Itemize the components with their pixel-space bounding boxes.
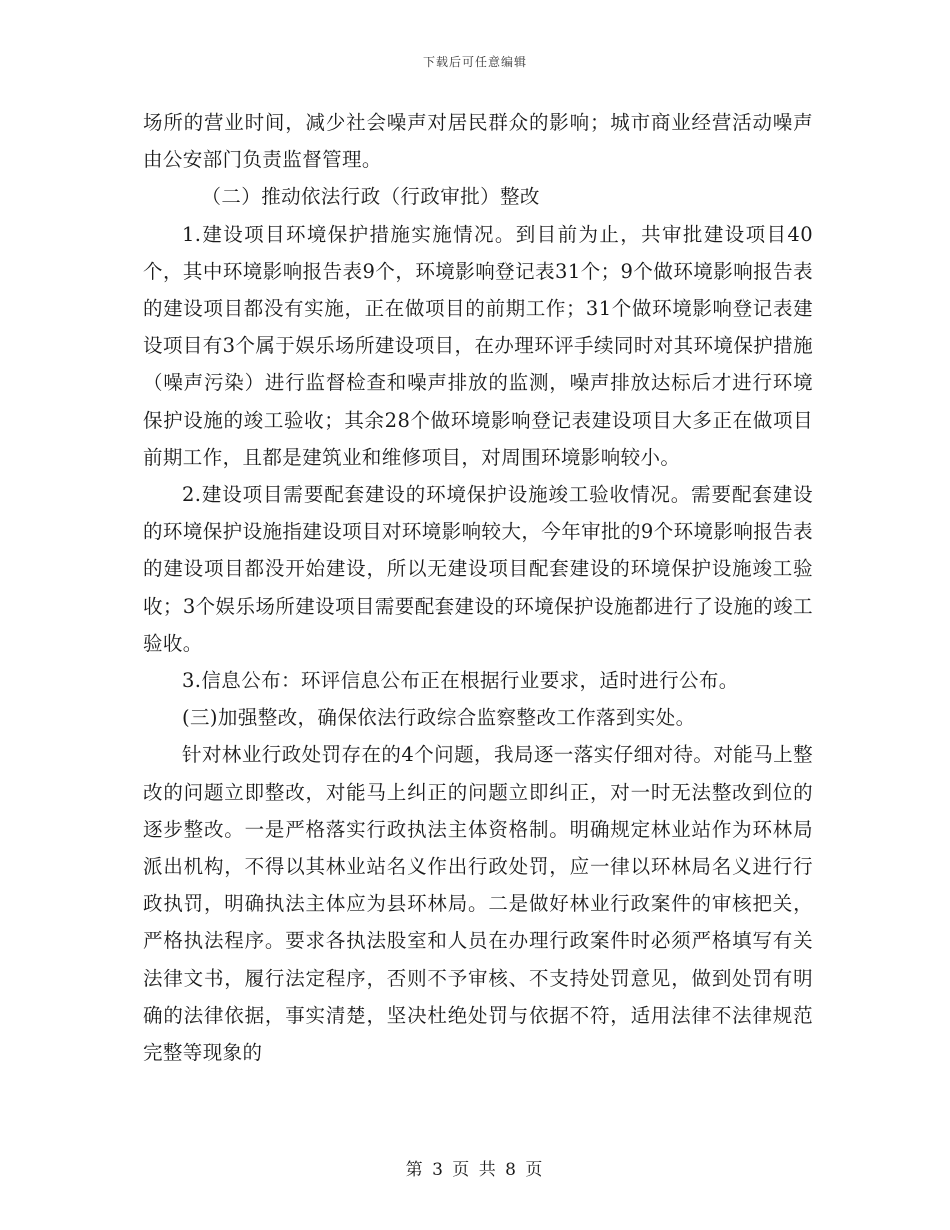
page-number: 第 3 页 共 8 页	[405, 1160, 545, 1180]
document-body	[143, 104, 813, 1071]
paragraph-item-3: 3.信息公布：环评信息公布正在根据行业要求，适时进行公布。	[182, 669, 739, 693]
paragraph-continuation: 场所的营业时间，减少社会噪声对居民群众的影响；城市商业经营活动噪声由公安部门负责监督管理。	[143, 111, 813, 172]
paragraph-item-2: 2.建设项目需要配套建设的环境保护设施竣工验收情况。需要配套建设的环境保护设施指建设项目对环境影响较大，今年审批的9个环境影响报告表的建设项目都没开始建设，所以无建设项目配套建设的环境保护设施竣工验收；3个娱乐场所建设项目需要配套建设的环境保护设施都进行了设施的竣工验收。	[143, 483, 813, 655]
page-header: 下载后可任意编辑	[422, 55, 527, 69]
paragraph-item-1: 1.建设项目环境保护措施实施情况。到目前为止，共审批建设项目40个，其中环境影响报告表9个，环境影响登记表31个；9个做环境影响报告表的建设项目都没有实施，正在做项目的前期工作；31个做环境影响登记表建设项目有3个属于娱乐场所建设项目，在办理环评手续同时对其环境保护措施（噪声污染）进行监督检查和噪声排放的监测，噪声排放达标后才进行环境保护设施的竣工验收；其余28个做环境影响登记表建设项目大多正在做项目前期工作，且都是建筑业和维修项目，对周围环境影响较小。	[143, 222, 813, 469]
paragraph-forestry: 针对林业行政处罚存在的4个问题，我局逐一落实仔细对待。对能马上整改的问题立即整改，对能马上纠正的问题立即纠正，对一时无法整改到位的逐步整改。一是严格落实行政执法主体资格制。明确规定林业站作为环林局派出机构，不得以其林业站名义作出行政处罚，应一律以环林局名义进行行政执罚，明确执法主体应为县环林局。二是做好林业行政案件的审核把关，严格执法程序。要求各执法股室和人员在办理行政案件时必须严格填写有关法律文书，履行法定程序，否则不予审核、不支持处罚意见，做到处罚有明确的法律依据，事实清楚，坚决杜绝处罚与依据不符，适用法律不法律规范完整等现象的	[143, 743, 813, 1065]
section-heading-3: (三)加强整改，确保依法行政综合监察整改工作落到实处。	[182, 706, 696, 730]
section-heading-2: （二）推动依法行政（行政审批）整改	[201, 185, 540, 209]
